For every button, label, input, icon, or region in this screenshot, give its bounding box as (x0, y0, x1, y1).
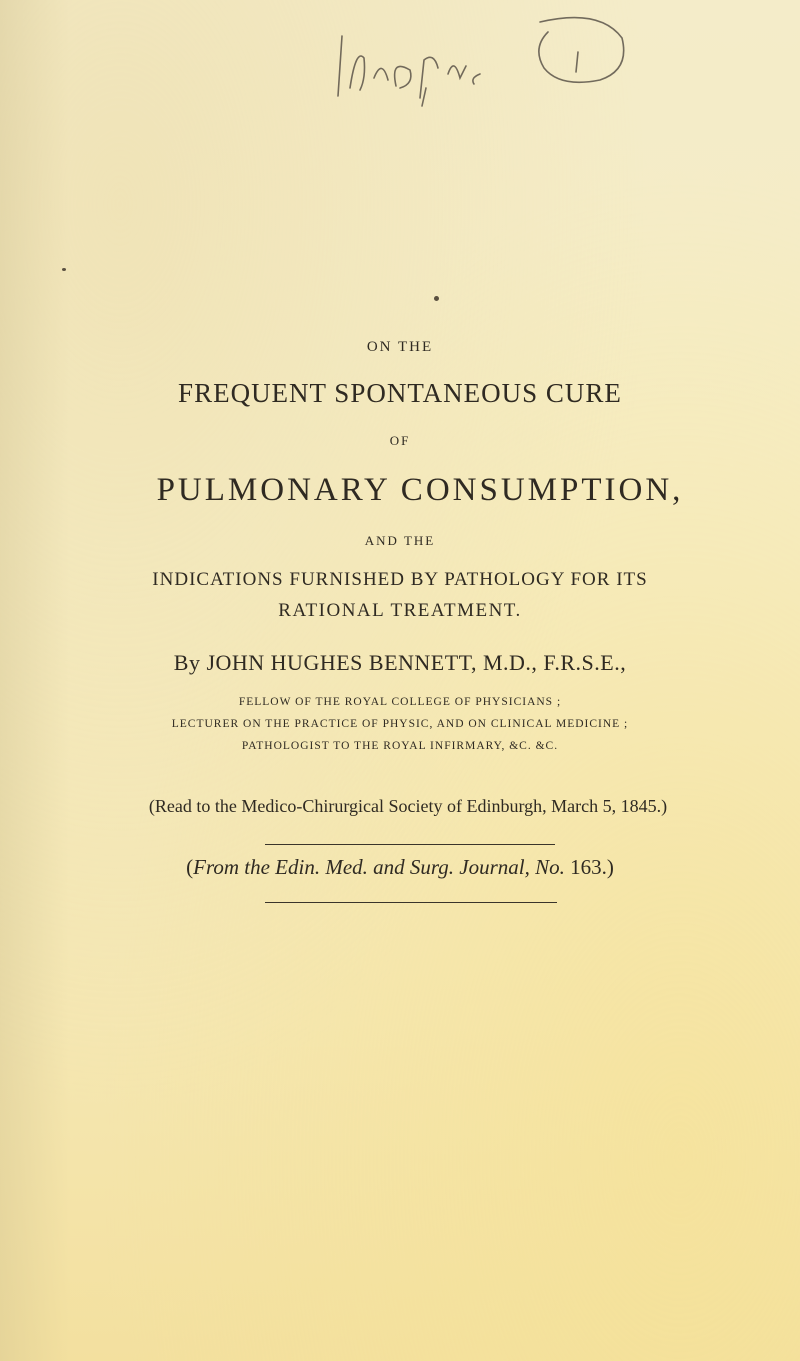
ink-spot (62, 268, 66, 271)
author-line: By JOHN HUGHES BENNETT, M.D., F.R.S.E., (173, 650, 627, 675)
divider-rule (265, 844, 555, 845)
title-line-2: PULMONARY CONSUMPTION, (156, 472, 684, 508)
subtitle-line-1: INDICATIONS FURNISHED BY PATHOLOGY FOR ITS (152, 569, 648, 590)
source-open-paren: ( (186, 855, 194, 879)
title-of: OF (389, 433, 411, 448)
handwritten-inscription (330, 8, 650, 108)
read-note: (Read to the Medico-Chirurgical Society of Edinburgh, March 5, 1845.) (148, 796, 668, 816)
credential-line: PATHOLOGIST TO THE ROYAL INFIRMARY, &C. &C. (241, 740, 559, 752)
title-and-the: AND THE (364, 533, 436, 548)
source-citation (0, 855, 800, 880)
heading-on-the: ON THE (366, 339, 434, 355)
source-journal: From the Edin. Med. and Surg. Journal, No. (193, 855, 565, 879)
source-number: 163.) (564, 855, 614, 879)
page-edge-shadow (0, 0, 70, 1361)
title-line-1: FREQUENT SPONTANEOUS CURE (178, 378, 622, 408)
divider-rule (265, 902, 557, 903)
credential-line: FELLOW OF THE ROYAL COLLEGE OF PHYSICIANS ; (238, 696, 562, 708)
subtitle-line-2: RATIONAL TREATMENT. (278, 600, 522, 621)
ink-spot (434, 296, 439, 301)
credential-line: LECTURER ON THE PRACTICE OF PHYSIC, AND ON CLINICAL MEDICINE ; (171, 718, 629, 730)
